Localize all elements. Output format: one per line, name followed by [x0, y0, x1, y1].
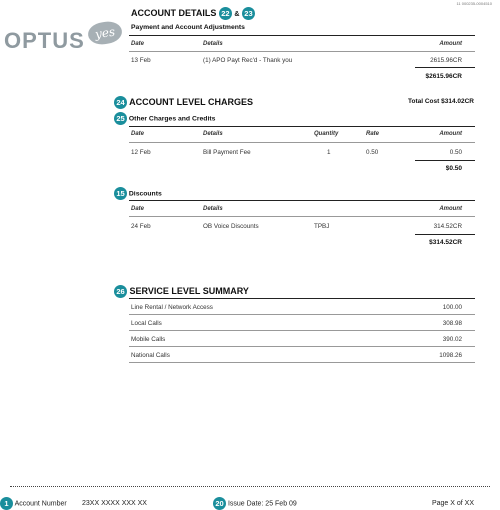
badge-1: 1	[0, 497, 13, 510]
account-label: Account Number	[14, 500, 67, 508]
other-charges-heading	[114, 112, 215, 125]
account-number: 23XX XXXX XXX XX	[82, 500, 147, 507]
discounts-title: Discounts	[128, 190, 162, 198]
badge-26: 26	[114, 285, 127, 298]
divider	[129, 126, 475, 127]
summary-value: 1098.26	[439, 352, 462, 359]
col-amount: Amount	[439, 41, 462, 47]
badge-23: 23	[242, 7, 255, 20]
summary-value: 100.00	[442, 304, 462, 311]
divider	[129, 298, 475, 299]
col-quantity: Quantity	[314, 131, 339, 137]
logo-yes-bubble: yes	[87, 20, 124, 47]
summary-value: 308.98	[442, 320, 462, 327]
badge-22: 22	[219, 7, 232, 20]
row-amount: 314.52CR	[433, 223, 462, 230]
row-date: 13 Feb	[131, 57, 151, 64]
account-level-heading	[114, 96, 253, 109]
amp: &	[234, 10, 240, 18]
service-summary-title: SERVICE LEVEL SUMMARY	[129, 285, 249, 296]
total-cost: Total Cost $314.02CR	[408, 98, 474, 105]
col-details: Details	[203, 131, 223, 137]
col-amount: Amount	[439, 206, 462, 212]
col-date: Date	[131, 41, 145, 47]
summary-label: Mobile Calls	[131, 336, 166, 343]
row-details: Bill Payment Fee	[203, 149, 251, 156]
divider	[129, 314, 475, 315]
page-number: Page X of XX	[431, 500, 474, 507]
summary-label: Local Calls	[131, 320, 162, 327]
row-date: 12 Feb	[131, 149, 151, 156]
issue-date: Issue Date: 25 Feb 09	[227, 500, 297, 508]
summary-label: Line Rental / Network Access	[131, 304, 213, 311]
payment-adjustments-subtitle: Payment and Account Adjustments	[131, 24, 245, 31]
account-details-total: $2615.96CR	[425, 73, 462, 80]
col-amount: Amount	[439, 131, 462, 137]
divider	[129, 346, 475, 347]
divider	[129, 142, 475, 143]
divider	[129, 362, 475, 363]
row-code: TPBJ	[314, 223, 330, 230]
reference-code: 11 000235-0004510	[456, 1, 492, 6]
issue-date-label	[213, 497, 297, 510]
account-details-heading	[131, 7, 255, 20]
divider	[129, 330, 475, 331]
col-date: Date	[131, 206, 145, 212]
row-amount: 0.50	[449, 149, 462, 156]
summary-label: National Calls	[131, 352, 170, 359]
discounts-heading	[114, 187, 162, 200]
col-details: Details	[203, 206, 223, 212]
other-charges-total: $0.50	[445, 165, 462, 172]
col-date: Date	[131, 131, 145, 137]
badge-25: 25	[114, 112, 127, 125]
row-details: OB Voice Discounts	[203, 223, 259, 230]
account-details-title: ACCOUNT DETAILS	[131, 7, 217, 18]
row-date: 24 Feb	[131, 223, 151, 230]
badge-20: 20	[213, 497, 226, 510]
summary-value: 390.02	[442, 336, 462, 343]
col-details: Details	[203, 41, 223, 47]
logo-wordmark: OPTUS	[4, 28, 85, 53]
divider	[129, 216, 475, 217]
badge-24: 24	[114, 96, 127, 109]
total-rule	[415, 67, 475, 68]
optus-logo	[4, 22, 126, 52]
other-charges-title: Other Charges and Credits	[128, 115, 216, 123]
total-rule	[415, 160, 475, 161]
col-rate: Rate	[366, 131, 380, 137]
divider	[129, 51, 475, 52]
service-summary-heading	[114, 285, 249, 298]
discounts-total: $314.52CR	[429, 239, 462, 246]
account-level-title: ACCOUNT LEVEL CHARGES	[129, 96, 254, 107]
row-quantity: 1	[327, 149, 331, 156]
row-rate: 0.50	[366, 149, 379, 156]
badge-15: 15	[114, 187, 127, 200]
row-amount: 2615.96CR	[430, 57, 462, 64]
total-rule	[415, 234, 475, 235]
account-number-label	[0, 497, 67, 510]
row-details: (1) APO Payt Rec'd - Thank you	[203, 57, 293, 64]
divider	[129, 200, 475, 201]
divider	[129, 35, 475, 36]
footer-divider	[10, 486, 490, 487]
